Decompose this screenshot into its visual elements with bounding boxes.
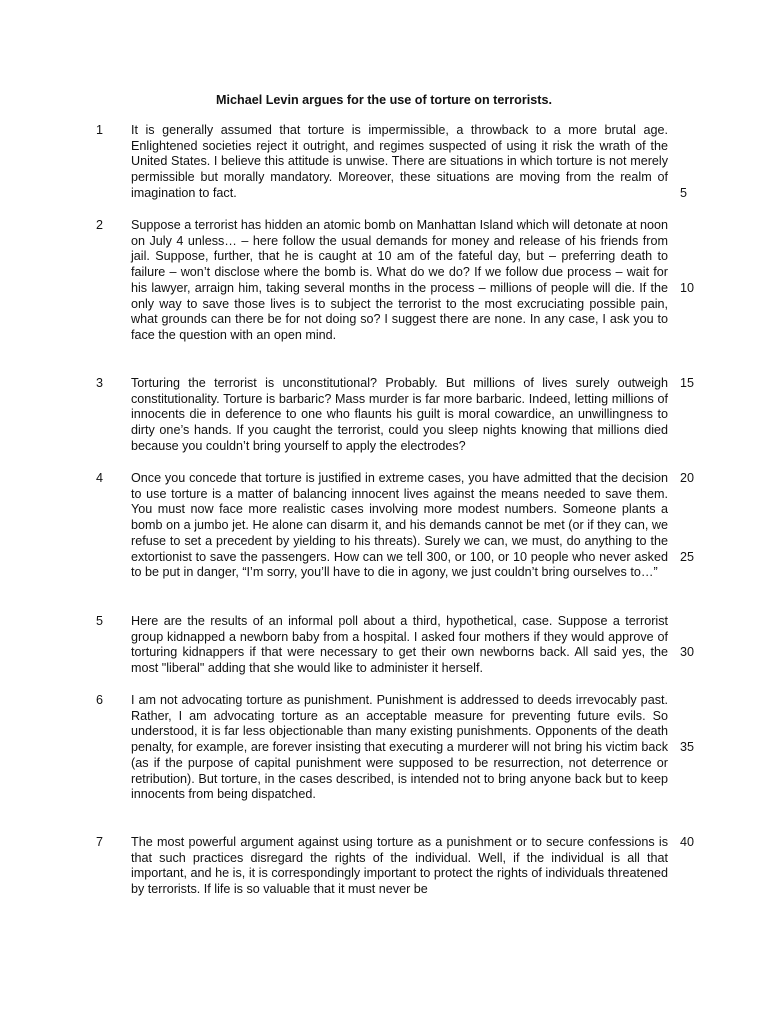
paragraph-text: Once you concede that torture is justified in extreme cases, you have admitted that the decision to use torture is a matter of balancing innocent lives against the means needed to save them. You must now face more realistic cases involving more modest numbers. Someone plants a bomb on a jumbo jet. He alone can disarm it, and his demands cannot be met (or if they can, we refuse to set a precedent by yielding to his threats). Surely we can, we must, do anything to the extortionist to save the passengers. How can we tell 300, or 100, or 10 people who never asked to be put in danger, “I’m sorry, you’ll have to die in agony, we just couldn’t bring ourselves to…” xyxy=(131,471,668,580)
line-number: 15 xyxy=(680,376,695,390)
line-number: 10 xyxy=(680,281,695,295)
paragraph-text: I am not advocating torture as punishment. Punishment is addressed to deeds irrevocably past. Rather, I am advocating torture as an acceptable measure for preventing future evils. So understood, it is far less objectionable than many existing punishments. Opponents of the death penalty, for example, are forever insisting that executing a murderer will not bring his victim back (as if the purpose of capital punishment were supposed to be resurrection, not deterrence or retribution). But torture, in the cases described, is intended not to bring anyone back but to keep innocents from being dispatched. xyxy=(131,693,668,802)
paragraph-number: 5 xyxy=(96,614,104,628)
paragraph-number: 6 xyxy=(96,693,104,707)
paragraph-text: It is generally assumed that torture is impermissible, a throwback to a more brutal age. Enlightened societies reject it outright, and regimes suspected of using it risk the wrath of the United States. I believe this attitude is unwise. There are situations in which torture is not merely permissible but morally mandatory. Moreover, these situations are moving from the realm of imagination to fact. xyxy=(131,123,668,200)
page-title: Michael Levin argues for the use of torture on terrorists. xyxy=(216,93,552,107)
paragraph-number: 2 xyxy=(96,218,104,232)
line-number: 20 xyxy=(680,471,695,485)
line-number: 5 xyxy=(680,186,688,200)
paragraph-number: 4 xyxy=(96,471,104,485)
paragraph-text: Here are the results of an informal poll about a third, hypothetical, case. Suppose a terrorist group kidnapped a newborn baby from a hospital. I asked four mothers if they would approve of torturing kidnappers if that were necessary to get their own newborns back. All said yes, the most "liberal" adding that she would like to administer it herself. xyxy=(131,614,668,676)
line-number: 25 xyxy=(680,550,695,564)
line-number: 30 xyxy=(680,645,695,659)
line-number: 40 xyxy=(680,835,695,849)
line-number: 35 xyxy=(680,740,695,754)
paragraph-text: The most powerful argument against using torture as a punishment or to secure confessions is that such practices disregard the rights of the individual. Well, if the individual is all that important, and he is, it is correspondingly important to protect the rights of individuals threatened by terrorists. If life is so valuable that it must never be xyxy=(131,835,668,897)
paragraph-text: Torturing the terrorist is unconstitutional? Probably. But millions of lives surely outweigh constitutionality. Torture is barbaric? Mass murder is far more barbaric. Indeed, letting millions of innocents die in deference to one who flaunts his guilt is moral cowardice, an unwillingness to dirty one’s hands. If you caught the terrorist, could you sleep nights knowing that millions died because you couldn’t bring yourself to apply the electrodes? xyxy=(131,376,668,453)
paragraph-number: 3 xyxy=(96,376,104,390)
paragraph-number: 1 xyxy=(96,123,104,137)
paragraph-number: 7 xyxy=(96,835,104,849)
paragraph-text: Suppose a terrorist has hidden an atomic bomb on Manhattan Island which will detonate at noon on July 4 unless… – here follow the usual demands for money and release of his friends from jail. Suppose, further, that he is caught at 10 am of the fateful day, but – preferring death to failure – won’t disclose where the bomb is. What do we do? If we follow due process – wait for his lawyer, arraign him, taking several months in the process – millions of people will die. If the only way to save those lives is to subject the terrorist to the most excruciating possible pain, what grounds can there be for not doing so? I suggest there are none. In any case, I ask you to face the question with an open mind. xyxy=(131,218,668,342)
